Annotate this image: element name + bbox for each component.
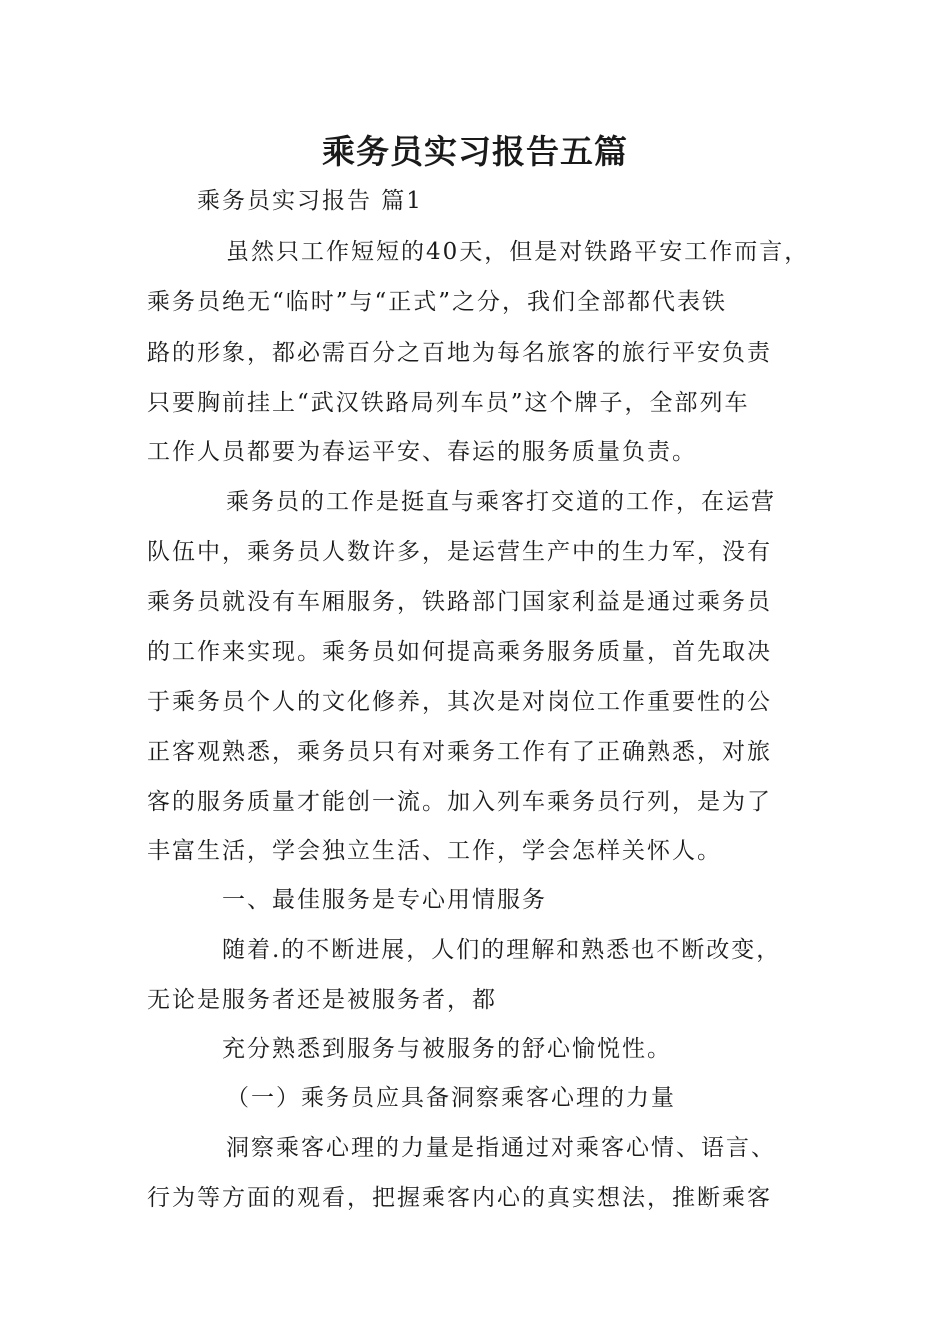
paragraph-line: 无论是服务者还是被服务者，都: [147, 987, 497, 1013]
paragraph-line: 虽然只工作短短的40天，但是对铁路平安工作而言，: [226, 239, 810, 265]
paragraph-line: 洞察乘客心理的力量是指通过对乘客心情、语言、: [226, 1135, 776, 1161]
paragraph-line: 客的服务质量才能创一流。加入列车乘务员行列，是为了: [147, 789, 772, 815]
paragraph-line: 随着.的不断进展，人们的理解和熟悉也不断改变，: [222, 937, 782, 963]
paragraph-line: 丰富生活，学会独立生活、工作，学会怎样关怀人。: [147, 838, 722, 864]
document-title: 乘务员实习报告五篇: [322, 132, 628, 171]
paragraph-line: 队伍中，乘务员人数许多，是运营生产中的生力军，没有: [147, 539, 772, 565]
paragraph-line: 路的形象，都必需百分之百地为每名旅客的旅行平安负责: [147, 340, 772, 366]
paragraph-line: 的工作来实现。乘务员如何提高乘务服务质量，首先取决: [147, 639, 772, 665]
paragraph-line: 乘务员就没有车厢服务，铁路部门国家利益是通过乘务员: [147, 589, 772, 615]
paragraph-line: 乘务员的工作是挺直与乘客打交道的工作，在运营: [226, 489, 776, 515]
paragraph-line: 工作人员都要为春运平安、春运的服务质量负责。: [147, 439, 697, 465]
subsection-heading: （一）乘务员应具备洞察乘客心理的力量: [226, 1085, 676, 1111]
paragraph-line: 于乘务员个人的文化修养，其次是对岗位工作重要性的公: [147, 689, 772, 715]
paragraph-line: 只要胸前挂上“武汉铁路局列车员”这个牌子，全部列车: [147, 390, 750, 416]
section-heading-part1: 乘务员实习报告 篇1: [197, 188, 423, 214]
subsection-heading: 一、最佳服务是专心用情服务: [222, 887, 547, 913]
paragraph-line: 行为等方面的观看，把握乘客内心的真实想法，推断乘客: [147, 1185, 772, 1211]
paragraph-line: 正客观熟悉，乘务员只有对乘务工作有了正确熟悉，对旅: [147, 739, 772, 765]
paragraph-line: 充分熟悉到服务与被服务的舒心愉悦性。: [222, 1036, 672, 1062]
paragraph-line: 乘务员绝无“临时”与“正式”之分，我们全部都代表铁: [147, 289, 728, 315]
